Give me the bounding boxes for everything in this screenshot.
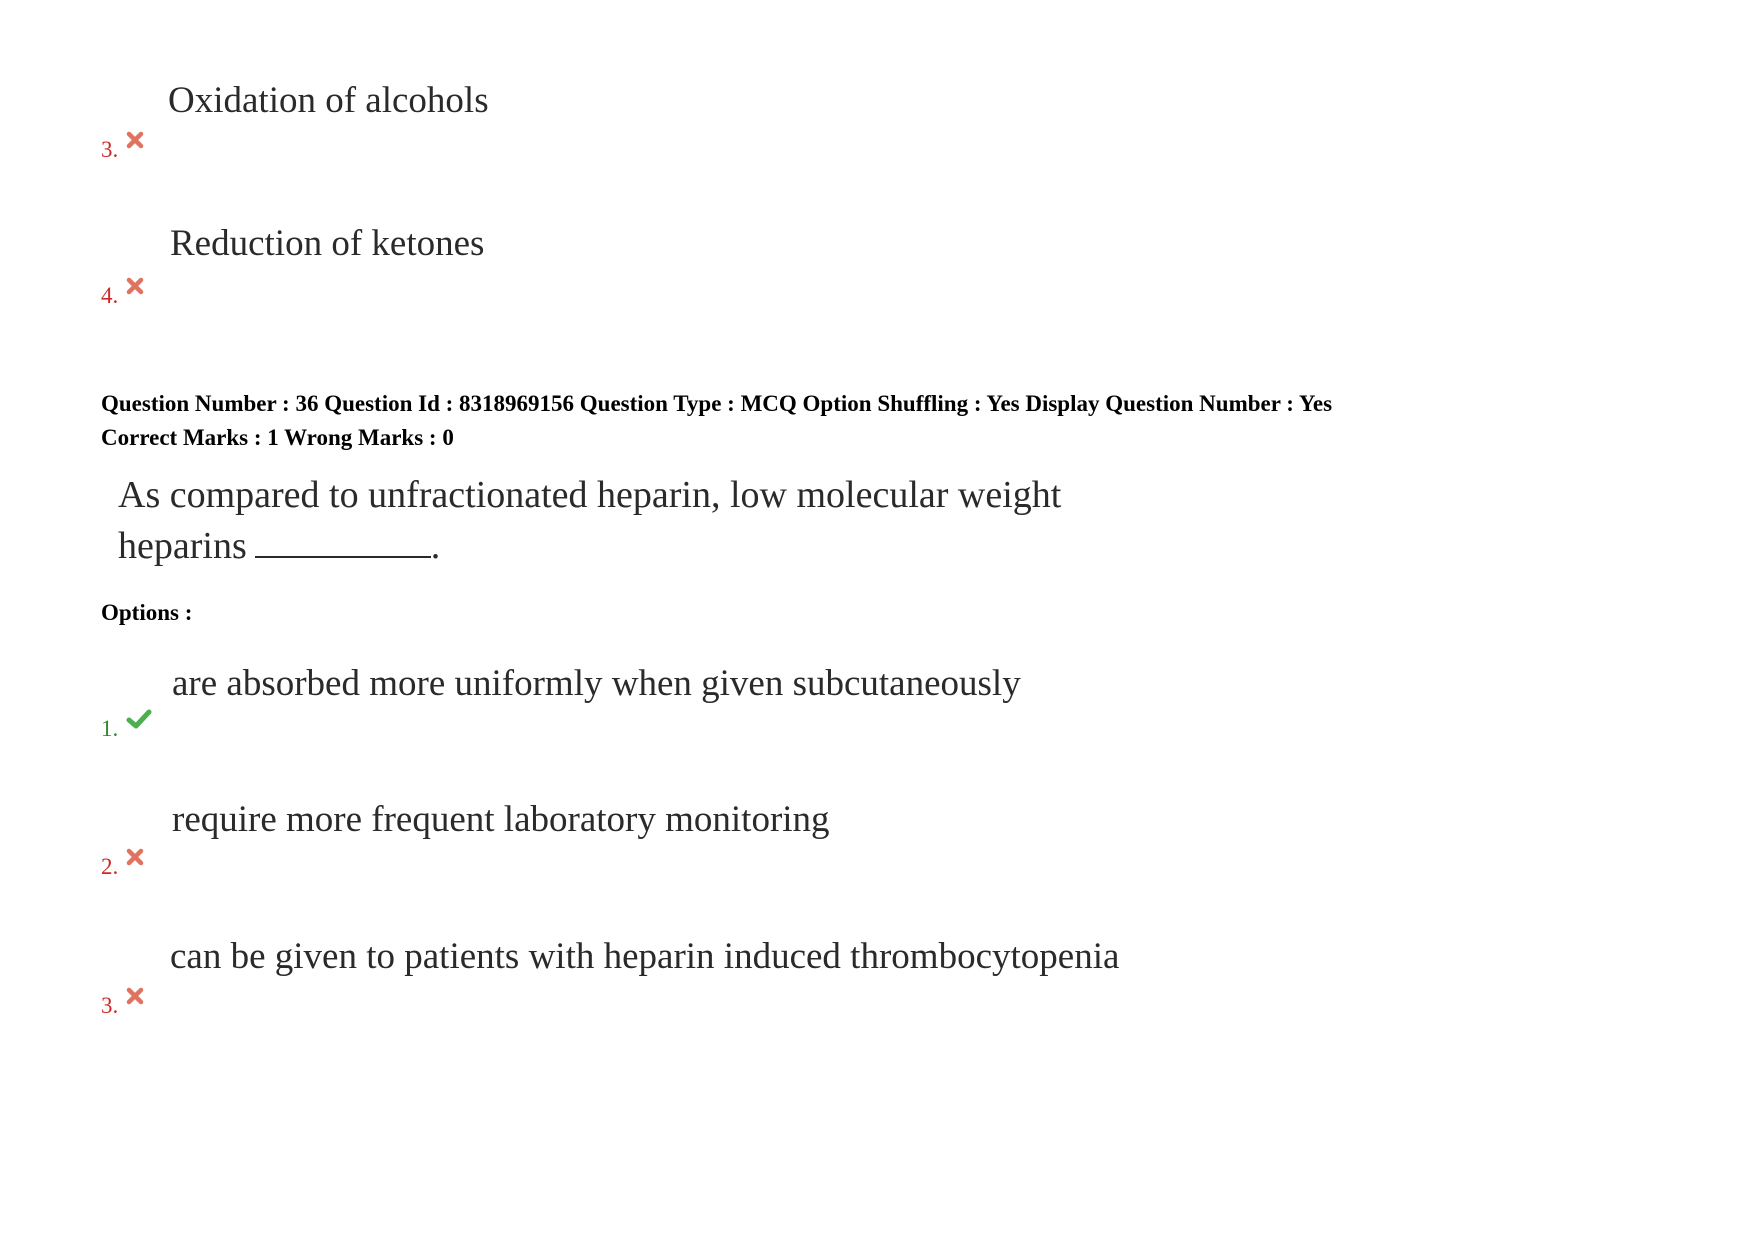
option-text: can be given to patients with heparin induced thrombocytopenia (170, 936, 1120, 977)
marks-meta: Correct Marks : 1 Wrong Marks : 0 (101, 425, 454, 450)
cross-icon (126, 847, 144, 870)
option-text: Oxidation of alcohols (168, 80, 489, 121)
option-marker (101, 138, 144, 161)
option-number: 2. (101, 854, 119, 879)
cross-icon (126, 986, 144, 1009)
options-label: Options : (101, 600, 193, 625)
option-marker (101, 284, 144, 307)
check-icon (126, 709, 152, 733)
option-number: 1. (101, 716, 119, 741)
question-line-2-text: heparins (118, 525, 247, 567)
option-text: Reduction of ketones (170, 223, 485, 264)
answer-blank (255, 526, 431, 558)
option-number: 4. (101, 283, 119, 308)
question-line-2 (118, 521, 1061, 572)
option-marker (101, 717, 152, 740)
question-line-1: As compared to unfractionated heparin, low molecular weight (118, 474, 1062, 516)
option-number: 3. (101, 993, 119, 1018)
cross-icon (126, 276, 144, 299)
option-text: require more frequent laboratory monitoring (172, 799, 830, 840)
option-marker (101, 994, 144, 1017)
option-marker (101, 855, 144, 878)
option-number: 3. (101, 137, 119, 162)
question-meta: Question Number : 36 Question Id : 8318969156 Question Type : MCQ Option Shuffling : Yes Display Question Number : Yes (101, 391, 1333, 416)
cross-icon (126, 130, 144, 153)
question-text (118, 470, 1061, 572)
question-line-2-end: . (430, 525, 441, 567)
option-text: are absorbed more uniformly when given subcutaneously (172, 663, 1021, 704)
